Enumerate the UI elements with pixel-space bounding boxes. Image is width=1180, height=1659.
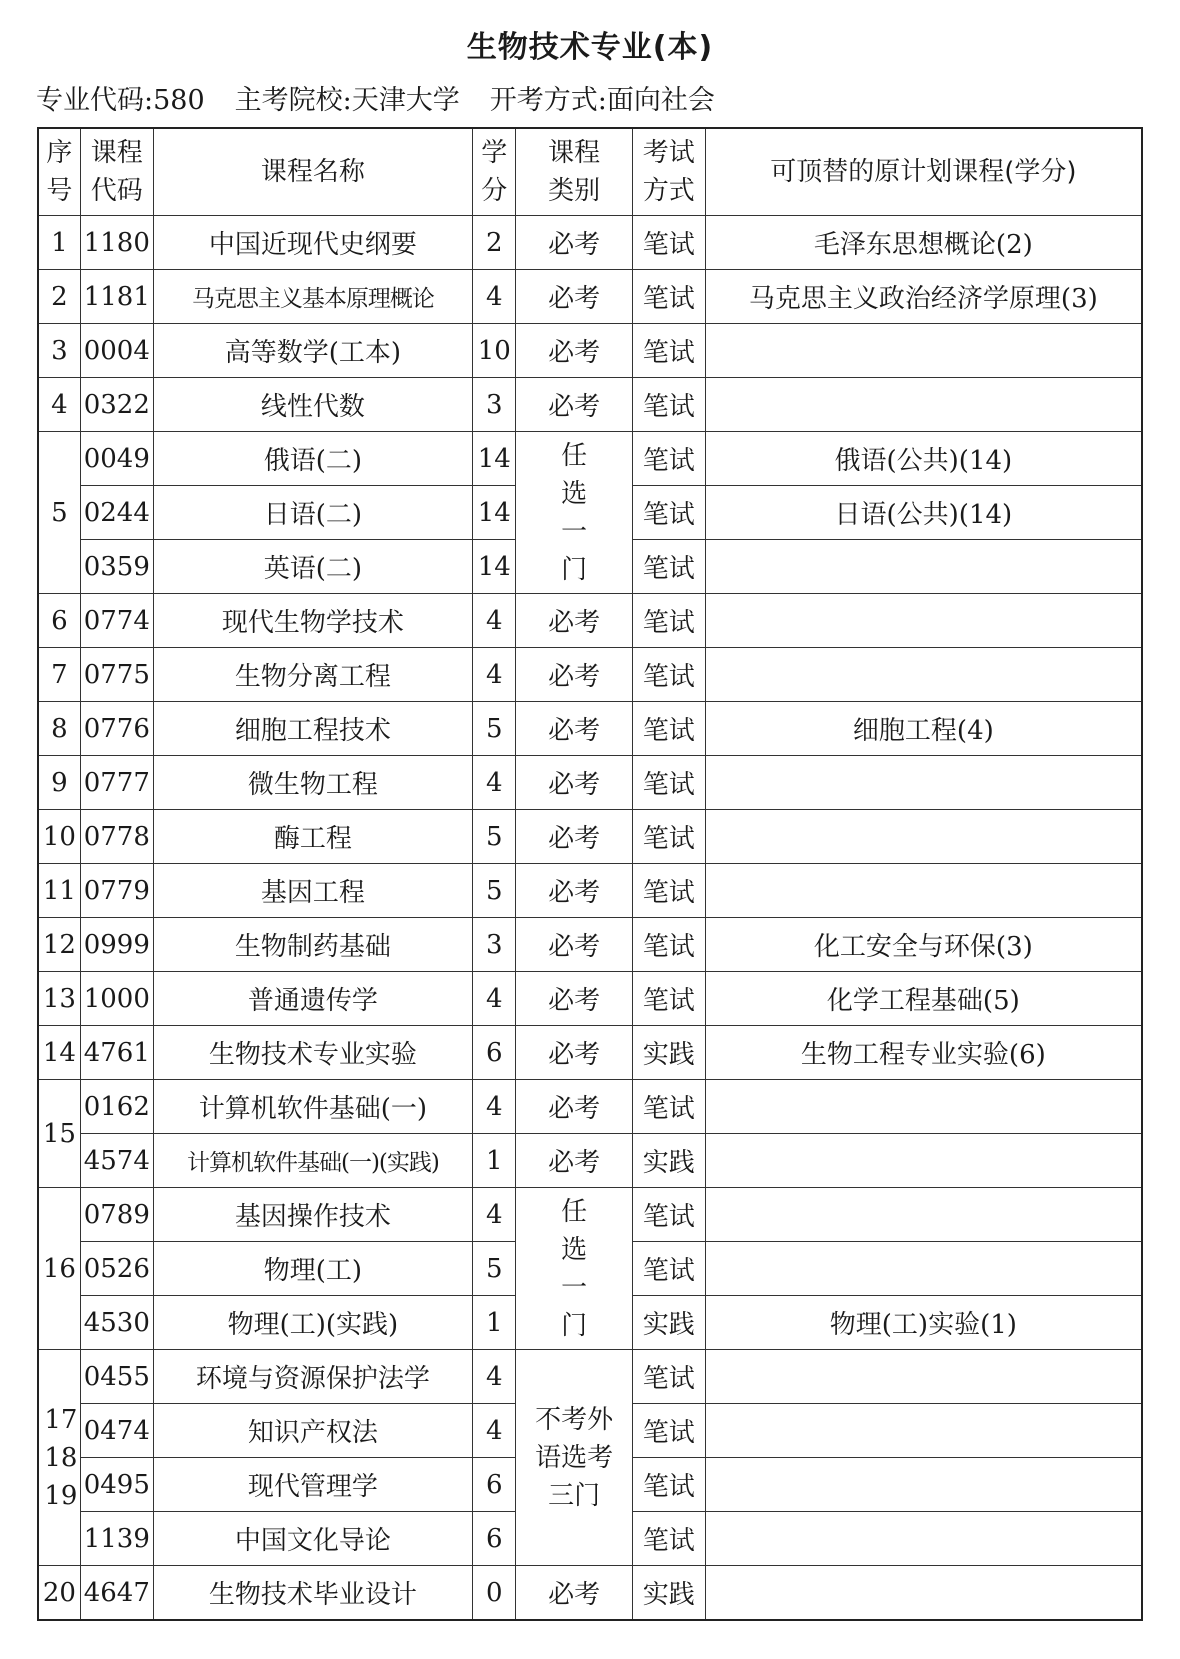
header-replace: 可顶替的原计划课程(学分) [705,128,1142,216]
cell-code: 4574 [80,1134,153,1188]
table-row [38,1134,1142,1188]
cell-credit: 4 [473,1404,516,1458]
cell-name: 计算机软件基础(一)(实践) [153,1134,472,1188]
cell-exam: 实践 [632,1296,705,1350]
cell-credit: 1 [473,1296,516,1350]
table-row [38,1350,1142,1404]
cell-category: 任选一门 [516,1188,632,1350]
cell-credit: 6 [473,1026,516,1080]
cell-replace [705,756,1142,810]
cell-code: 0526 [80,1242,153,1296]
cell-seq: 8 [38,702,80,756]
table-header-row [38,128,1142,216]
table-row [38,270,1142,324]
cell-seq: 7 [38,648,80,702]
cell-category: 必考 [516,810,632,864]
exam-mode: 开考方式:面向社会 [489,85,715,116]
cell-category: 必考 [516,594,632,648]
cell-code: 4761 [80,1026,153,1080]
cell-code: 0776 [80,702,153,756]
cell-seq: 11 [38,864,80,918]
cell-exam: 笔试 [632,756,705,810]
cell-name: 马克思主义基本原理概论 [153,270,472,324]
cell-code: 0474 [80,1404,153,1458]
cell-replace [705,1350,1142,1404]
cell-category: 必考 [516,324,632,378]
cell-credit: 5 [473,810,516,864]
cell-name: 高等数学(工本) [153,324,472,378]
cell-exam: 笔试 [632,1350,705,1404]
cell-name: 物理(工)(实践) [153,1296,472,1350]
cell-name: 中国近现代史纲要 [153,216,472,270]
cell-credit: 5 [473,702,516,756]
cell-exam: 笔试 [632,1512,705,1566]
cell-replace [705,810,1142,864]
course-table [37,127,1143,1621]
cell-category: 必考 [516,702,632,756]
cell-replace [705,378,1142,432]
cell-exam: 笔试 [632,864,705,918]
table-row [38,918,1142,972]
cell-category: 必考 [516,1134,632,1188]
header-seq: 序号 [38,128,80,216]
cell-replace [705,540,1142,594]
cell-code: 0777 [80,756,153,810]
table-row [38,864,1142,918]
cell-code: 0162 [80,1080,153,1134]
cell-name: 酶工程 [153,810,472,864]
cell-exam: 笔试 [632,918,705,972]
cell-credit: 10 [473,324,516,378]
cell-credit: 4 [473,1350,516,1404]
cell-credit: 6 [473,1458,516,1512]
cell-category: 必考 [516,864,632,918]
cell-replace [705,1242,1142,1296]
cell-credit: 2 [473,216,516,270]
cell-code: 0322 [80,378,153,432]
cell-category: 必考 [516,270,632,324]
cell-exam: 笔试 [632,324,705,378]
cell-category: 不考外语选考三门 [516,1350,632,1566]
cell-code: 0999 [80,918,153,972]
cell-name: 俄语(二) [153,432,472,486]
cell-exam: 笔试 [632,1242,705,1296]
cell-replace [705,648,1142,702]
cell-name: 基因操作技术 [153,1188,472,1242]
cell-credit: 4 [473,1188,516,1242]
cell-credit: 4 [473,594,516,648]
cell-exam: 笔试 [632,972,705,1026]
cell-replace [705,1512,1142,1566]
cell-credit: 4 [473,1080,516,1134]
cell-seq: 13 [38,972,80,1026]
cell-replace [705,1188,1142,1242]
cell-name: 环境与资源保护法学 [153,1350,472,1404]
cell-exam: 笔试 [632,1458,705,1512]
cell-replace [705,1134,1142,1188]
cell-name: 生物制药基础 [153,918,472,972]
cell-seq: 4 [38,378,80,432]
host-school: 主考院校:天津大学 [234,85,460,116]
header-name: 课程名称 [153,128,472,216]
cell-replace [705,324,1142,378]
cell-seq: 12 [38,918,80,972]
cell-code: 0775 [80,648,153,702]
cell-category: 必考 [516,1080,632,1134]
cell-exam: 实践 [632,1566,705,1621]
cell-seq: 20 [38,1566,80,1621]
cell-exam: 笔试 [632,1188,705,1242]
header-code: 课程代码 [80,128,153,216]
cell-code: 4530 [80,1296,153,1350]
cell-credit: 5 [473,864,516,918]
table-row [38,756,1142,810]
cell-name: 物理(工) [153,1242,472,1296]
cell-seq: 2 [38,270,80,324]
cell-seq: 1 [38,216,80,270]
cell-name: 现代生物学技术 [153,594,472,648]
header-category: 课程类别 [516,128,632,216]
cell-credit: 4 [473,270,516,324]
cell-code: 0244 [80,486,153,540]
cell-code: 0359 [80,540,153,594]
cell-replace: 细胞工程(4) [705,702,1142,756]
cell-code: 1181 [80,270,153,324]
cell-name: 生物技术毕业设计 [153,1566,472,1621]
cell-replace [705,864,1142,918]
cell-category: 必考 [516,756,632,810]
cell-credit: 5 [473,1242,516,1296]
cell-seq: 16 [38,1188,80,1350]
cell-replace: 马克思主义政治经济学原理(3) [705,270,1142,324]
cell-name: 计算机软件基础(一) [153,1080,472,1134]
cell-seq: 14 [38,1026,80,1080]
cell-name: 线性代数 [153,378,472,432]
cell-exam: 笔试 [632,270,705,324]
cell-name: 生物分离工程 [153,648,472,702]
cell-name: 细胞工程技术 [153,702,472,756]
cell-exam: 笔试 [632,540,705,594]
cell-code: 0455 [80,1350,153,1404]
cell-credit: 14 [473,432,516,486]
cell-replace: 化工安全与环保(3) [705,918,1142,972]
cell-credit: 14 [473,486,516,540]
cell-exam: 笔试 [632,702,705,756]
table-row [38,1188,1142,1242]
cell-credit: 4 [473,972,516,1026]
cell-category: 必考 [516,216,632,270]
table-row [38,972,1142,1026]
cell-replace: 毛泽东思想概论(2) [705,216,1142,270]
cell-category: 必考 [516,378,632,432]
table-row [38,1566,1142,1621]
cell-name: 中国文化导论 [153,1512,472,1566]
cell-exam: 笔试 [632,1080,705,1134]
cell-credit: 0 [473,1566,516,1621]
cell-seq: 9 [38,756,80,810]
cell-code: 1180 [80,216,153,270]
document-meta [36,78,745,117]
cell-replace [705,1080,1142,1134]
table-row [38,1080,1142,1134]
cell-code: 1139 [80,1512,153,1566]
table-row [38,216,1142,270]
cell-exam: 笔试 [632,432,705,486]
cell-code: 4647 [80,1566,153,1621]
cell-replace: 生物工程专业实验(6) [705,1026,1142,1080]
cell-code: 0774 [80,594,153,648]
table-row [38,324,1142,378]
cell-code: 0779 [80,864,153,918]
cell-replace [705,1566,1142,1621]
table-row [38,648,1142,702]
cell-exam: 笔试 [632,810,705,864]
cell-exam: 笔试 [632,486,705,540]
cell-credit: 6 [473,1512,516,1566]
table-row [38,378,1142,432]
cell-code: 1000 [80,972,153,1026]
cell-category: 必考 [516,972,632,1026]
cell-code: 0495 [80,1458,153,1512]
cell-credit: 4 [473,756,516,810]
cell-name: 知识产权法 [153,1404,472,1458]
page-title: 生物技术专业(本) [466,30,714,65]
cell-code: 0004 [80,324,153,378]
cell-replace: 俄语(公共)(14) [705,432,1142,486]
cell-exam: 笔试 [632,1404,705,1458]
cell-credit: 14 [473,540,516,594]
cell-code: 0049 [80,432,153,486]
cell-name: 生物技术专业实验 [153,1026,472,1080]
cell-exam: 笔试 [632,594,705,648]
cell-name: 普通遗传学 [153,972,472,1026]
cell-seq: 3 [38,324,80,378]
cell-seq: 5 [38,432,80,594]
cell-category: 必考 [516,1026,632,1080]
header-credit: 学分 [473,128,516,216]
cell-seq: 6 [38,594,80,648]
table-row [38,594,1142,648]
cell-exam: 笔试 [632,648,705,702]
table-row [38,702,1142,756]
cell-replace: 物理(工)实验(1) [705,1296,1142,1350]
cell-replace: 日语(公共)(14) [705,486,1142,540]
cell-category: 必考 [516,918,632,972]
cell-credit: 4 [473,648,516,702]
table-row [38,810,1142,864]
cell-name: 日语(二) [153,486,472,540]
cell-seq: 17 18 19 [38,1350,80,1566]
cell-credit: 3 [473,918,516,972]
cell-replace [705,1458,1142,1512]
cell-exam: 笔试 [632,378,705,432]
cell-code: 0789 [80,1188,153,1242]
cell-name: 基因工程 [153,864,472,918]
table-row [38,432,1142,486]
cell-category: 任选一门 [516,432,632,594]
cell-seq: 10 [38,810,80,864]
header-exam: 考试方式 [632,128,705,216]
cell-category: 必考 [516,648,632,702]
cell-code: 0778 [80,810,153,864]
cell-exam: 笔试 [632,216,705,270]
cell-credit: 3 [473,378,516,432]
cell-name: 现代管理学 [153,1458,472,1512]
cell-category: 必考 [516,1566,632,1621]
cell-replace [705,594,1142,648]
cell-seq: 15 [38,1080,80,1188]
cell-replace: 化学工程基础(5) [705,972,1142,1026]
cell-replace [705,1404,1142,1458]
cell-credit: 1 [473,1134,516,1188]
cell-name: 英语(二) [153,540,472,594]
table-row [38,1026,1142,1080]
cell-name: 微生物工程 [153,756,472,810]
cell-exam: 实践 [632,1026,705,1080]
cell-exam: 实践 [632,1134,705,1188]
major-code: 专业代码:580 [36,85,205,116]
